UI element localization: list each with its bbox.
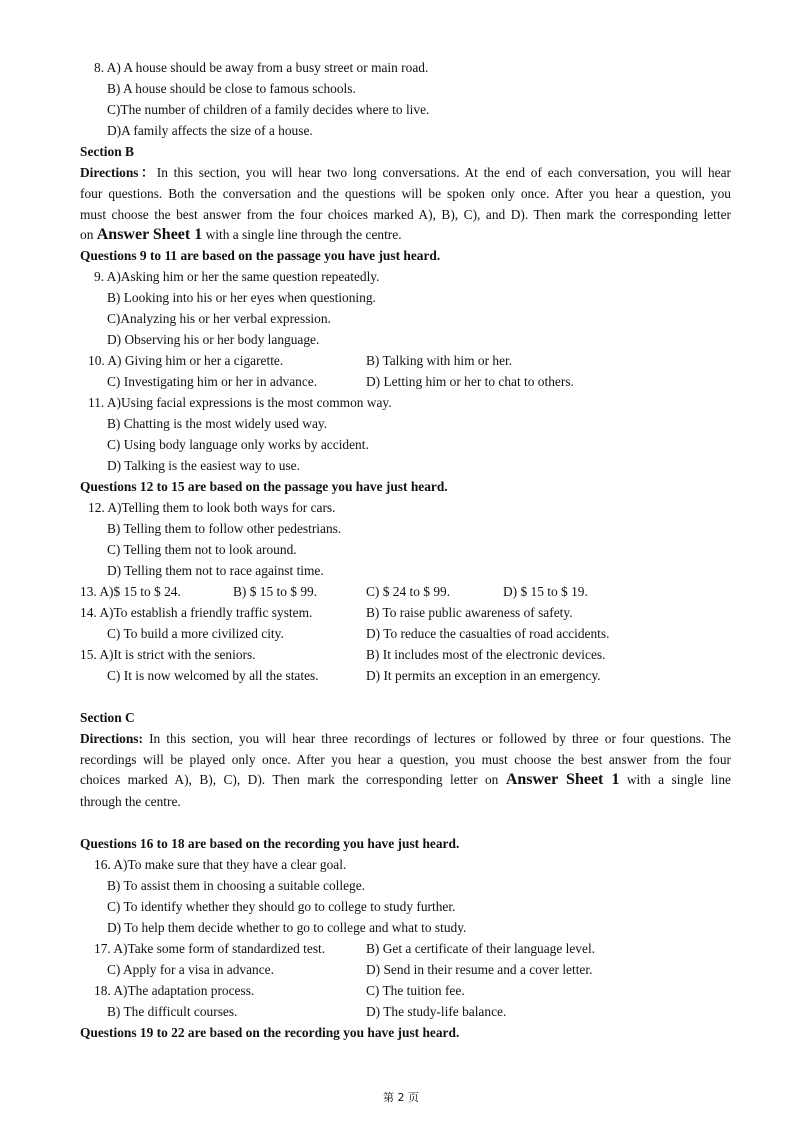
q11-option-d: D) Talking is the easiest way to use.: [107, 458, 300, 473]
q9-option-d: D) Observing his or her body language.: [107, 332, 320, 347]
directions-label: Directions:: [80, 731, 143, 746]
q11-option-b: B) Chatting is the most widely used way.: [107, 416, 328, 431]
page-number: 第 2 页: [383, 1091, 419, 1104]
q16-option-d: D) To help them decide whether to go to college and what to study.: [107, 920, 467, 935]
section-b-directions-line-4: on Answer Sheet 1 with a single line through the centre.: [80, 226, 402, 243]
q11-option-c: C) Using body language only works by accident.: [107, 437, 369, 452]
q16-option-a: 16. A)To make sure that they have a clear goal.: [94, 857, 347, 872]
q13-option-c: C) $ 24 to $ 99.: [366, 584, 451, 599]
q12-option-a: 12. A)Telling them to look both ways for cars.: [88, 500, 336, 515]
q15-option-a: 15. A)It is strict with the seniors.: [80, 647, 256, 662]
section-b-directions-line-3: must choose the best answer from the four choices marked A), B), C), and D). Then mark the corresponding letter: [80, 207, 731, 222]
q8-option-d: D)A family affects the size of a house.: [107, 123, 313, 138]
q13-option-a: 13. A)$ 15 to $ 24.: [80, 584, 181, 599]
q10-option-c: C) Investigating him or her in advance.: [107, 374, 318, 389]
group-9-11-heading: Questions 9 to 11 are based on the passage you have just heard.: [80, 248, 441, 263]
q15-option-d: D) It permits an exception in an emergency.: [366, 668, 601, 683]
q17-option-c: C) Apply for a visa in advance.: [107, 962, 274, 977]
q9-option-c: C)Analyzing his or her verbal expression.: [107, 311, 331, 326]
section-c-directions-line-1: Directions: In this section, you will hear three recordings of lectures or followed by three or four questions. The: [80, 731, 731, 746]
section-c-directions-line-2: recordings will be played only once. After you hear a question, you must choose the best answer from the four: [80, 752, 731, 767]
q13-option-d: D) $ 15 to $ 19.: [503, 584, 588, 599]
group-19-22-heading: Questions 19 to 22 are based on the recording you have just heard.: [80, 1025, 460, 1040]
q18-option-a: 18. A)The adaptation process.: [94, 983, 255, 998]
q17-option-d: D) Send in their resume and a cover letter.: [366, 962, 593, 977]
q17-option-b: B) Get a certificate of their language level.: [366, 941, 596, 956]
answer-sheet-label: Answer Sheet 1: [96, 226, 203, 243]
q8-option-a: 8. A) A house should be away from a busy street or main road.: [94, 60, 429, 75]
q11-option-a: 11. A)Using facial expressions is the most common way.: [88, 395, 392, 410]
q12-option-c: C) Telling them not to look around.: [107, 542, 297, 557]
q14-option-c: C) To build a more civilized city.: [107, 626, 284, 641]
q18-option-b: B) The difficult courses.: [107, 1004, 238, 1019]
q14-option-a: 14. A)To establish a friendly traffic system.: [80, 605, 313, 620]
q13-option-b: B) $ 15 to $ 99.: [233, 584, 318, 599]
group-12-15-heading: Questions 12 to 15 are based on the passage you have just heard.: [80, 479, 448, 494]
section-b-heading: Section B: [80, 144, 134, 159]
section-b-directions-line-1: Directions：In this section, you will hear two long conversations. At the end of each conversation, you will hear: [80, 165, 732, 180]
q9-option-a: 9. A)Asking him or her the same question repeatedly.: [94, 269, 380, 284]
q10-option-b: B) Talking with him or her.: [366, 353, 513, 368]
group-16-18-heading: Questions 16 to 18 are based on the recording you have just heard.: [80, 836, 460, 851]
q8-option-b: B) A house should be close to famous schools.: [107, 81, 356, 96]
q14-option-b: B) To raise public awareness of safety.: [366, 605, 573, 620]
q15-option-c: C) It is now welcomed by all the states.: [107, 668, 319, 683]
q8-option-c: C)The number of children of a family decides where to live.: [107, 102, 430, 117]
section-c-heading: Section C: [80, 710, 135, 725]
q10-option-a: 10. A) Giving him or her a cigarette.: [88, 353, 284, 368]
q18-option-d: D) The study-life balance.: [366, 1004, 507, 1019]
q9-option-b: B) Looking into his or her eyes when questioning.: [107, 290, 376, 305]
q18-option-c: C) The tuition fee.: [366, 983, 465, 998]
section-c-directions-line-4: through the centre.: [80, 794, 181, 809]
directions-label: Directions：: [80, 165, 157, 180]
q12-option-d: D) Telling them not to race against time.: [107, 563, 324, 578]
q17-option-a: 17. A)Take some form of standardized test.: [94, 941, 326, 956]
q14-option-d: D) To reduce the casualties of road accidents.: [366, 626, 610, 641]
section-c-directions-line-3: choices marked A), B), C), D). Then mark the corresponding letter on Answer Sheet 1 with a single line: [80, 771, 731, 788]
q16-option-c: C) To identify whether they should go to college to study further.: [107, 899, 456, 914]
q12-option-b: B) Telling them to follow other pedestrians.: [107, 521, 342, 536]
q10-option-d: D) Letting him or her to chat to others.: [366, 374, 574, 389]
section-b-directions-line-2: four questions. Both the conversation and the questions will be spoken only once. After you hear a question, you: [80, 186, 731, 201]
q15-option-b: B) It includes most of the electronic devices.: [366, 647, 606, 662]
q16-option-b: B) To assist them in choosing a suitable college.: [107, 878, 366, 893]
answer-sheet-label: Answer Sheet 1: [505, 771, 620, 788]
